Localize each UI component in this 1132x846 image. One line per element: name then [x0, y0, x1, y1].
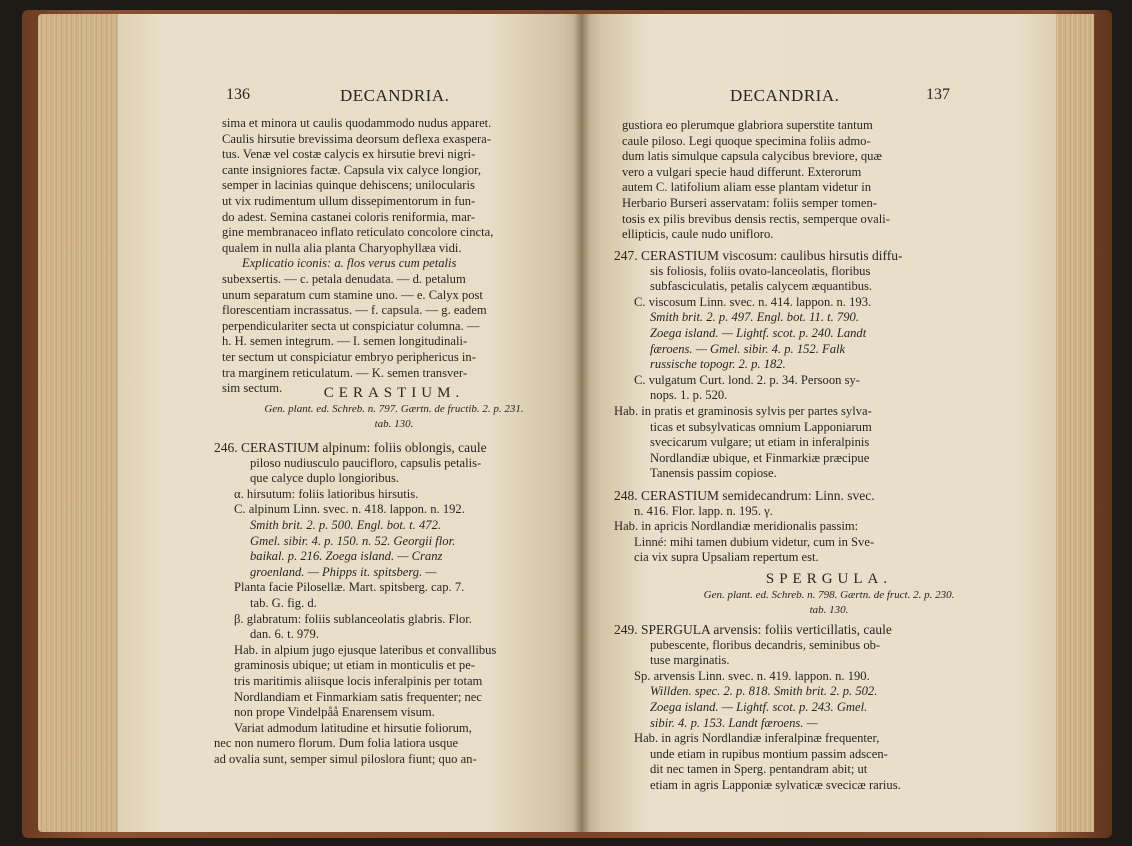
text-line: vero a vulgari specie haud differunt. Exterorum	[622, 164, 862, 179]
genus-reference: tab. 130.	[809, 604, 849, 617]
text-line: 246. CERASTIUM alpinum: foliis oblongis, caule	[214, 440, 487, 455]
text-line: α. hirsutum: foliis latioribus hirsutis.	[234, 486, 419, 501]
text-line: Nordlandiæ ubique, et Finmarkiæ præcipue	[650, 450, 870, 465]
text-line: nec non numero florum. Dum folia latiora usque	[214, 736, 459, 751]
text-line: ter sectum ut conspiciatur embryo periphericus in-	[222, 349, 476, 364]
text-line: Herbario Burseri asservatam: foliis semper tomen-	[622, 195, 877, 210]
page-edges-right	[1054, 14, 1094, 832]
text-line: russische topogr. 2. p. 182.	[650, 357, 786, 372]
text-line: gine membranaceo inflato reticulato concolore cincta,	[222, 225, 494, 240]
text-line: Hab. in pratis et graminosis sylvis per partes sylva-	[614, 403, 872, 418]
entry-249	[614, 622, 1044, 794]
text-line: Linné: mihi tamen dubium videtur, cum in Sve-	[634, 534, 875, 549]
text-line: tris maritimis aliisque locis inferalpinis per totam	[234, 673, 483, 688]
text-line: Tanensis passim copiose.	[650, 466, 777, 481]
text-line: que calyce duplo longioribus.	[250, 471, 399, 486]
text-line: Gmel. sibir. 4. p. 150. n. 52. Georgii flor.	[250, 533, 456, 548]
text-line: tab. G. fig. d.	[250, 595, 317, 610]
text-line: 248. CERASTIUM semidecandrum: Linn. svec.	[614, 488, 875, 503]
text-line: dan. 6. t. 979.	[250, 627, 319, 642]
text-line: sis foliosis, foliis ovato-lanceolatis, floribus	[650, 263, 871, 278]
text-line: Hab. in apricis Nordlandiæ meridionalis passim:	[614, 519, 859, 534]
text-line: dit nec tamen in Sperg. pentandram abit; ut	[650, 762, 868, 777]
text-line: Nordlandiam et Finmarkiam satis frequenter; nec	[234, 689, 482, 704]
text-line: baikal. p. 216. Zoega island. — Cranz	[250, 549, 443, 564]
text-line: unde etiam in rupibus montium passim adscen-	[650, 746, 888, 761]
text-line: C. vulgatum Curt. lond. 2. p. 34. Persoon sy-	[634, 372, 860, 387]
text-line: Hab. in alpium jugo ejusque lateribus et convallibus	[234, 642, 497, 657]
left-running-head: DECANDRIA.	[340, 86, 450, 105]
text-line: subfasciculatis, petalis calycem æquantibus.	[650, 279, 873, 294]
text-line: Explicatio iconis: a. flos verus cum petalis	[242, 256, 457, 271]
right-page-number: 137	[926, 86, 950, 103]
text-line: cante insigniores factæ. Capsula vix calyce longior,	[222, 162, 481, 177]
text-line: perpendiculariter secta ut conspiciatur columna. —	[222, 318, 480, 333]
text-line: Sp. arvensis Linn. svec. n. 419. lappon. n. 190.	[634, 668, 870, 683]
text-line: Zoega island. — Lightf. scot. p. 243. Gmel.	[650, 699, 868, 714]
text-line: C. alpinum Linn. svec. n. 418. lappon. n. 192.	[234, 502, 465, 517]
text-line: Variat admodum latitudine et hirsutie foliorum,	[234, 720, 472, 735]
text-line: dum latis simulque capsula calycibus breviore, quæ	[622, 149, 882, 164]
text-line: subexsertis. — c. petala denudata. — d. petalum	[222, 271, 466, 286]
text-line: tuse marginatis.	[650, 653, 730, 668]
page-edges-left	[38, 14, 124, 832]
genus-reference: Gen. plant. ed. Schreb. n. 798. Gærtn. de fruct. 2. p. 230.	[703, 588, 955, 601]
text-line: Smith brit. 2. p. 497. Engl. bot. 11. t. 790.	[650, 310, 859, 325]
text-line: tus. Venæ vel costæ calycis ex hirsutie brevi nigri-	[222, 147, 476, 162]
entry-246	[214, 440, 574, 767]
text-line: autem C. latifolium aliam esse plantam videtur in	[622, 180, 872, 195]
text-line: ticas et subsylvaticas omnium Lapponiarum	[650, 419, 872, 434]
text-line: ut vix rudimentum ullum dissepimentorum in fun-	[222, 193, 476, 208]
text-line: ad ovalia sunt, semper simul piloslora fiunt; quo an-	[214, 751, 477, 766]
text-line: β. glabratum: foliis sublanceolatis glabris. Flor.	[234, 611, 472, 626]
left-genus-block	[214, 386, 574, 433]
text-line: graminosis ubique; ut etiam in monticulis et pe-	[234, 658, 475, 673]
text-line: sibir. 4. p. 153. Landt færoens. —	[650, 715, 818, 730]
text-line: Hab. in agris Nordlandiæ inferalpinæ frequenter,	[634, 731, 880, 746]
text-line: groenland. — Phipps it. spitsberg. —	[250, 564, 437, 579]
text-line: non prope Vindelpåå Enarensem visum.	[234, 705, 435, 720]
text-line: unum separatum cum stamine uno. — e. Calyx post	[222, 287, 483, 302]
entry-247	[614, 248, 1044, 482]
genus-reference: tab. 130.	[374, 418, 414, 431]
text-line: svecicarum vulgare; ut etiam in inferalpinis	[650, 435, 870, 450]
text-line: piloso nudiusculo paucifloro, capsulis petalis-	[250, 455, 482, 470]
text-line: sim sectum.	[222, 381, 283, 396]
right-body-top	[622, 118, 1042, 243]
text-line: tra marginem reticulatum. — K. semen transver-	[222, 365, 468, 380]
book-gutter	[574, 14, 590, 832]
text-line: tosis ex pilis brevibus densis rectis, semperque ovali-	[622, 211, 890, 226]
text-line: 249. SPERGULA arvensis: foliis verticillatis, caule	[614, 622, 892, 637]
text-line: Zoega island. — Lightf. scot. p. 240. Landt	[650, 325, 867, 340]
text-line: caule piloso. Legi quoque specimina foliis admo-	[622, 133, 871, 148]
text-line: do adest. Semina castanei coloris reniformia, mar-	[222, 209, 475, 224]
text-line: ellipticis, caule nudo unifloro.	[622, 227, 774, 242]
text-line: pubescente, floribus decandris, seminibus ob-	[650, 637, 881, 652]
text-line: Willden. spec. 2. p. 818. Smith brit. 2. p. 502.	[650, 684, 878, 699]
text-line: sima et minora ut caulis quodammodo nudus apparet.	[222, 116, 492, 130]
text-line: gustiora eo plerumque glabriora superstite tantum	[622, 118, 873, 132]
text-line: nops. 1. p. 520.	[650, 388, 728, 403]
genus-reference: Gen. plant. ed. Schreb. n. 797. Gærtn. de fructib. 2. p. 231.	[264, 402, 524, 415]
right-running-head: DECANDRIA.	[730, 86, 840, 105]
text-line: Smith brit. 2. p. 500. Engl. bot. t. 472.	[250, 517, 442, 532]
genus-heading: CERASTIUM.	[323, 385, 465, 401]
text-line: semper in lacinias quinque dehiscens; unilocularis	[222, 178, 475, 193]
text-line: færoens. — Gmel. sibir. 4. p. 152. Falk	[650, 341, 846, 356]
text-line: Planta facie Pilosellæ. Mart. spitsberg. cap. 7.	[234, 580, 465, 595]
text-line: qualem in nulla alia planta Charyophyllæa vidi.	[222, 240, 462, 255]
right-genus-block	[614, 572, 1044, 619]
genus-heading: SPERGULA.	[765, 571, 893, 587]
text-line: florescentiam incrassatus. — f. capsula. — g. eadem	[222, 303, 487, 318]
left-page-number: 136	[226, 86, 250, 103]
text-line: 247. CERASTIUM viscosum: caulibus hirsutis diffu-	[614, 248, 903, 263]
text-line: cia vix supra Upsaliam repertum est.	[634, 550, 819, 565]
text-line: h. H. semen integrum. — I. semen longitudinali-	[222, 334, 468, 349]
text-line: C. viscosum Linn. svec. n. 414. lappon. n. 193.	[634, 294, 872, 309]
entry-248	[614, 488, 1044, 566]
text-line: etiam in agris Lapponiæ sylvaticæ svecicæ rarius.	[650, 777, 901, 792]
text-line: n. 416. Flor. lapp. n. 195. γ.	[634, 503, 773, 518]
text-line: Caulis hirsutie brevissima deorsum deflexa exaspera-	[222, 131, 491, 146]
left-body	[222, 116, 572, 397]
